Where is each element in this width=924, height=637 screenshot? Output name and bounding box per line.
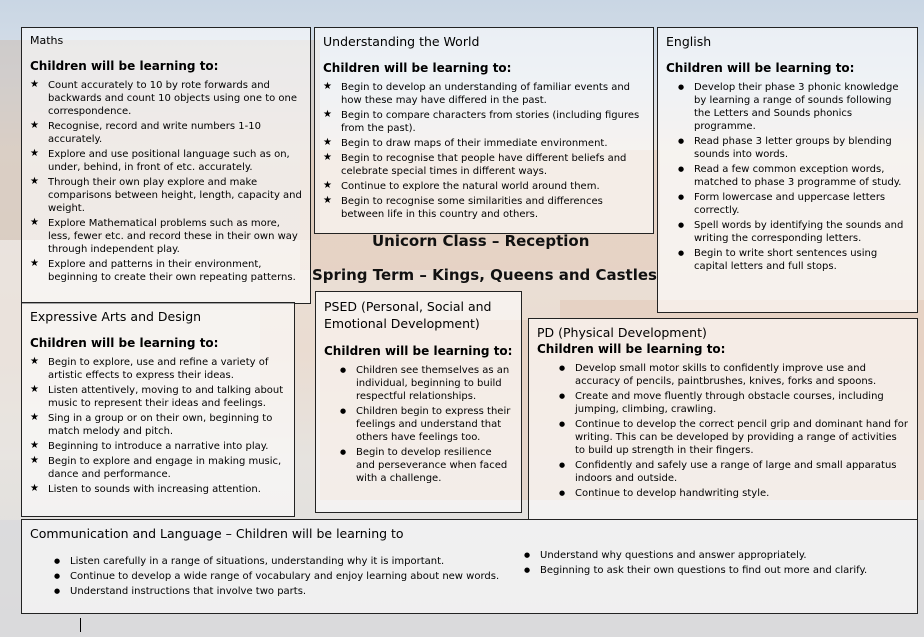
list-item: ● Confidently and safely use a range of large and small apparatus indoors and outside. — [559, 459, 909, 485]
utw-list — [323, 81, 645, 221]
list-item: ● Understand instructions that involve two parts. — [54, 585, 524, 598]
english-heading: English — [666, 34, 712, 49]
list-item: ● Listen carefully in a range of situations, understanding why it is important. — [54, 555, 524, 568]
maths-panel — [21, 27, 311, 304]
utw-panel — [314, 27, 654, 234]
cl-left-list — [30, 555, 524, 600]
cl-heading: Communication and Language – Children will be learning to — [30, 526, 404, 541]
list-item: ★ Beginning to introduce a narrative into play. — [30, 440, 286, 453]
maths-subheading: Children will be learning to: — [30, 59, 219, 73]
list-item: ★ Begin to recognise some similarities and differences between life in this country and others. — [323, 195, 645, 221]
list-item: ● Read phase 3 letter groups by blending sounds into words. — [678, 135, 909, 161]
cl-right-list — [524, 549, 867, 600]
page-title: Unicorn Class – Reception — [372, 232, 590, 250]
list-item: ★ Explore Mathematical problems such as more, less, fewer etc. and record these in their own way through independent play. — [30, 217, 302, 256]
list-item: ★ Begin to develop an understanding of familiar events and how these may have differed in the past. — [323, 81, 645, 107]
arts-list — [30, 356, 286, 496]
utw-heading: Understanding the World — [323, 34, 480, 49]
cl-panel — [21, 519, 918, 614]
list-item: ★ Begin to explore and engage in making music, dance and performance. — [30, 455, 286, 481]
list-item: ● Form lowercase and uppercase letters correctly. — [678, 191, 909, 217]
list-item: ★ Sing in a group or on their own, beginning to match melody and pitch. — [30, 412, 286, 438]
list-item: ● Beginning to ask their own questions to find out more and clarify. — [524, 564, 867, 577]
list-item: ★ Explore and use positional language such as on, under, behind, in front of etc. accurately. — [30, 148, 302, 174]
maths-list — [30, 79, 302, 284]
list-item: ● Understand why questions and answer appropriately. — [524, 549, 867, 562]
list-item: ★ Begin to recognise that people have different beliefs and celebrate special times in different ways. — [323, 152, 645, 178]
page-subtitle: Spring Term – Kings, Queens and Castles — [312, 266, 657, 284]
list-item: ★ Count accurately to 10 by rote forwards and backwards and count 10 objects using one to one correspondence. — [30, 79, 302, 118]
psed-list — [324, 364, 513, 485]
list-item: ★ Begin to compare characters from stories (including figures from the past). — [323, 109, 645, 135]
pd-panel — [528, 318, 918, 520]
text-cursor — [80, 618, 81, 632]
list-item: ● Continue to develop the correct pencil grip and dominant hand for writing. This can be developed by providing a range of activities to build up strength in their fingers. — [559, 418, 909, 457]
list-item: ● Spell words by identifying the sounds and writing the corresponding letters. — [678, 219, 909, 245]
utw-subheading: Children will be learning to: — [323, 61, 512, 75]
list-item: ★ Listen to sounds with increasing attention. — [30, 483, 286, 496]
psed-panel — [315, 291, 522, 513]
list-item: ● Children see themselves as an individual, beginning to build respectful relationships. — [340, 364, 513, 403]
list-item: ● Begin to develop resilience and perseverance when faced with a challenge. — [340, 446, 513, 485]
list-item: ★ Explore and patterns in their environment, beginning to create their own repeating patterns. — [30, 258, 302, 284]
pd-list — [537, 362, 909, 500]
english-subheading: Children will be learning to: — [666, 61, 855, 75]
list-item: ● Continue to develop a wide range of vocabulary and enjoy learning about new words. — [54, 570, 524, 583]
list-item: ★ Begin to explore, use and refine a variety of artistic effects to express their ideas. — [30, 356, 286, 382]
list-item: ★ Recognise, record and write numbers 1-10 accurately. — [30, 120, 302, 146]
pd-subheading: Children will be learning to: — [537, 342, 726, 356]
pd-heading: PD (Physical Development) — [537, 325, 707, 340]
list-item: ● Read a few common exception words, matched to phase 3 programme of study. — [678, 163, 909, 189]
list-item: ● Develop small motor skills to confidently improve use and accuracy of pencils, paintbrushes, knives, forks and spoons. — [559, 362, 909, 388]
list-item: ● Develop their phase 3 phonic knowledge by learning a range of sounds following the Letters and Sounds phonics programme. — [678, 81, 909, 133]
list-item: ● Children begin to express their feelings and understand that others have feelings too. — [340, 405, 513, 444]
list-item: ★ Through their own play explore and make comparisons between height, length, capacity and weight. — [30, 176, 302, 215]
english-panel — [657, 27, 918, 313]
arts-panel — [21, 302, 295, 517]
list-item: ★ Continue to explore the natural world around them. — [323, 180, 645, 193]
psed-subheading: Children will be learning to: — [324, 344, 513, 358]
arts-subheading: Children will be learning to: — [30, 336, 219, 350]
psed-heading: PSED (Personal, Social and Emotional Development) — [324, 299, 492, 331]
list-item: ★ Begin to draw maps of their immediate environment. — [323, 137, 645, 150]
list-item: ● Continue to develop handwriting style. — [559, 487, 909, 500]
list-item: ● Begin to write short sentences using capital letters and full stops. — [678, 247, 909, 273]
arts-heading: Expressive Arts and Design — [30, 309, 202, 324]
list-item: ● Create and move fluently through obstacle courses, including jumping, climbing, crawling. — [559, 390, 909, 416]
english-list — [666, 81, 909, 273]
list-item: ★ Listen attentively, moving to and talking about music to represent their ideas and feelings. — [30, 384, 286, 410]
maths-heading: Maths — [30, 34, 64, 47]
